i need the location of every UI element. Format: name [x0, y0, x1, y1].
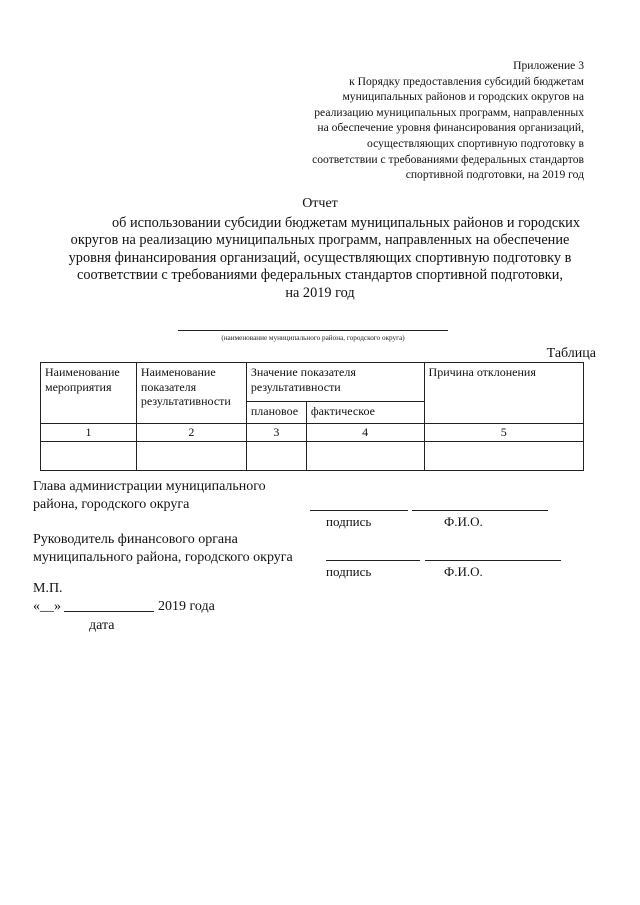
finance-name-line[interactable]	[425, 560, 561, 561]
appendix-line: к Порядку предоставления субсидий бюджетам	[349, 74, 584, 88]
header-actual: фактическое	[306, 401, 424, 423]
table-cell[interactable]	[306, 441, 424, 470]
table-row	[41, 441, 584, 470]
finance-name-label: Ф.И.О.	[444, 564, 483, 579]
subtitle-line: уровня финансирования организаций, осуществляющих спортивную подготовку в	[68, 249, 572, 266]
subtitle-line: соответствии с требованиями федеральных стандартов спортивной подготовки,	[77, 267, 563, 284]
head-name-label: Ф.И.О.	[444, 514, 483, 529]
table-cell[interactable]	[136, 441, 246, 470]
appendix-line: спортивной подготовки, на 2019 год	[405, 168, 584, 182]
column-number: 5	[424, 424, 583, 442]
header-indicator: Наименование показателя результативности	[136, 363, 246, 424]
finance-head-label	[33, 531, 293, 567]
appendix-line: соответствии с требованиями федеральных стандартов	[312, 152, 584, 166]
finance-line: Руководитель финансового органа	[33, 532, 238, 547]
report-subtitle	[0, 215, 640, 302]
column-number: 2	[136, 424, 246, 442]
column-number: 1	[41, 424, 137, 442]
finance-line: муниципального района, городского округа	[33, 550, 293, 565]
table-cell[interactable]	[246, 441, 306, 470]
head-of-administration-label	[33, 478, 266, 514]
table-label: Таблица	[546, 346, 596, 361]
municipality-blank-line[interactable]	[178, 330, 448, 331]
report-table	[40, 362, 584, 471]
header-value: Значение показателя результативности	[246, 363, 424, 402]
head-signature-label: подпись	[326, 514, 372, 529]
date-month-line[interactable]	[64, 611, 154, 612]
table-number-row	[41, 424, 584, 442]
appendix-line: реализацию муниципальных программ, направленных	[314, 105, 584, 119]
appendix-header	[312, 58, 584, 183]
head-signature-line[interactable]	[310, 510, 408, 511]
header-event: Наименование мероприятия	[41, 363, 137, 424]
appendix-line: осуществляющих спортивную подготовку в	[367, 136, 584, 150]
head-line: Глава администрации муниципального	[33, 479, 266, 494]
appendix-line: муниципальных районов и городских округов на	[342, 90, 584, 104]
subtitle-line: округов на реализацию муниципальных программ, направленных на обеспечение	[70, 232, 570, 249]
table-header-row	[41, 363, 584, 402]
column-number: 4	[306, 424, 424, 442]
appendix-line: Приложение 3	[513, 59, 584, 72]
table-cell[interactable]	[424, 441, 583, 470]
report-title: Отчет	[302, 196, 338, 211]
date-year: 2019 года	[158, 599, 215, 614]
municipality-caption: (наименование муниципального района, городского округа)	[221, 334, 405, 342]
seal-label: М.П.	[33, 581, 63, 596]
appendix-line: на обеспечение уровня финансирования организаций,	[317, 121, 584, 135]
header-planned: плановое	[246, 401, 306, 423]
subtitle-line: об использовании субсидии бюджетам муниципальных районов и городских	[112, 215, 580, 231]
date-label: дата	[89, 618, 115, 633]
table-cell[interactable]	[41, 441, 137, 470]
subtitle-line: на 2019 год	[285, 284, 355, 301]
head-name-line[interactable]	[412, 510, 548, 511]
finance-signature-label: подпись	[326, 564, 372, 579]
header-reason: Причина отклонения	[424, 363, 583, 424]
head-line: района, городского округа	[33, 497, 190, 512]
column-number: 3	[246, 424, 306, 442]
finance-signature-line[interactable]	[326, 560, 420, 561]
date-day[interactable]: «__»	[33, 599, 61, 614]
